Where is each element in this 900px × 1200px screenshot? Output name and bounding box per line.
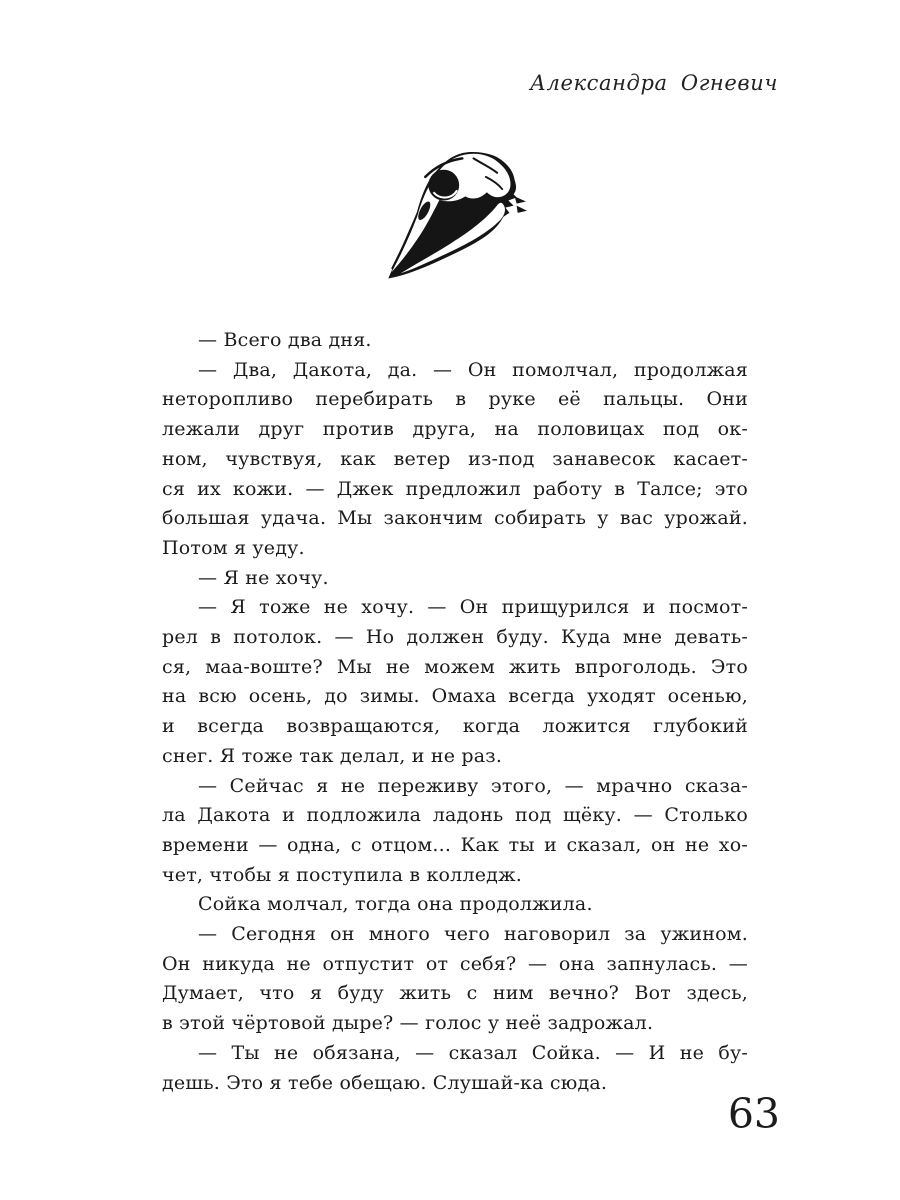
- text-line: времени — одна, с отцом... Как ты и сказал, он не хо-: [162, 833, 748, 856]
- text-line: ся, маа-воште? Мы не можем жить впроголодь. Это: [162, 655, 748, 678]
- text-line: Потом я уеду.: [162, 536, 305, 559]
- text-line: дешь. Это я тебе обещаю. Слушай-ка сюда.: [162, 1071, 608, 1094]
- text-line: — Я тоже не хочу. — Он прищурился и посмот-: [198, 596, 748, 619]
- text-line: — Ты не обязана, — сказал Сойка. — И не бу-: [198, 1041, 748, 1064]
- text-line: в этой чёртовой дыре? — голос у неё задрожал.: [162, 1012, 654, 1035]
- text-line: — Я не хочу.: [198, 566, 329, 589]
- body-text: [162, 326, 748, 1098]
- text-line: чет, чтобы я поступила в колледж.: [162, 863, 522, 886]
- text-line: ном, чувствуя, как ветер из-под занавесок касает-: [162, 447, 748, 470]
- text-line: Думает, что я буду жить с ним вечно? Вот здесь,: [162, 982, 748, 1005]
- text-line: неторопливо перебирать в руке её пальцы. Они: [162, 388, 748, 411]
- page-number: 63: [727, 1090, 780, 1138]
- text-line: Сойка молчал, тогда она продолжила.: [198, 893, 593, 916]
- bird-skull-illustration: [376, 143, 530, 297]
- text-line: рел в потолок. — Но должен буду. Куда мне девать-: [162, 626, 748, 649]
- text-line: на всю осень, до зимы. Омаха всегда уходят осенью,: [162, 685, 748, 708]
- text-line: ся их кожи. — Джек предложил работу в Талсе; это: [162, 477, 748, 500]
- text-line: — Сегодня он много чего наговорил за ужином.: [198, 923, 748, 946]
- text-line: — Всего два дня.: [198, 329, 372, 351]
- text-line: Он никуда не отпустит от себя? — она запнулась. —: [162, 952, 748, 975]
- text-line: — Сейчас я не переживу этого, — мрачно сказа-: [198, 774, 748, 797]
- text-line: большая удача. Мы закончим собирать у вас урожай.: [162, 507, 748, 530]
- text-line: снег. Я тоже так делал, и не раз.: [162, 744, 503, 767]
- bird-skull-icon: [376, 143, 530, 297]
- running-header-author: Александра Огневич: [529, 71, 778, 95]
- text-line: — Два, Дакота, да. — Он помолчал, продолжая: [198, 358, 748, 381]
- text-line: и всегда возвращаются, когда ложится глубокий: [162, 715, 748, 738]
- text-line: лежали друг против друга, на половицах под ок-: [162, 418, 748, 441]
- text-line: ла Дакота и подложила ладонь под щёку. — Столько: [162, 804, 748, 827]
